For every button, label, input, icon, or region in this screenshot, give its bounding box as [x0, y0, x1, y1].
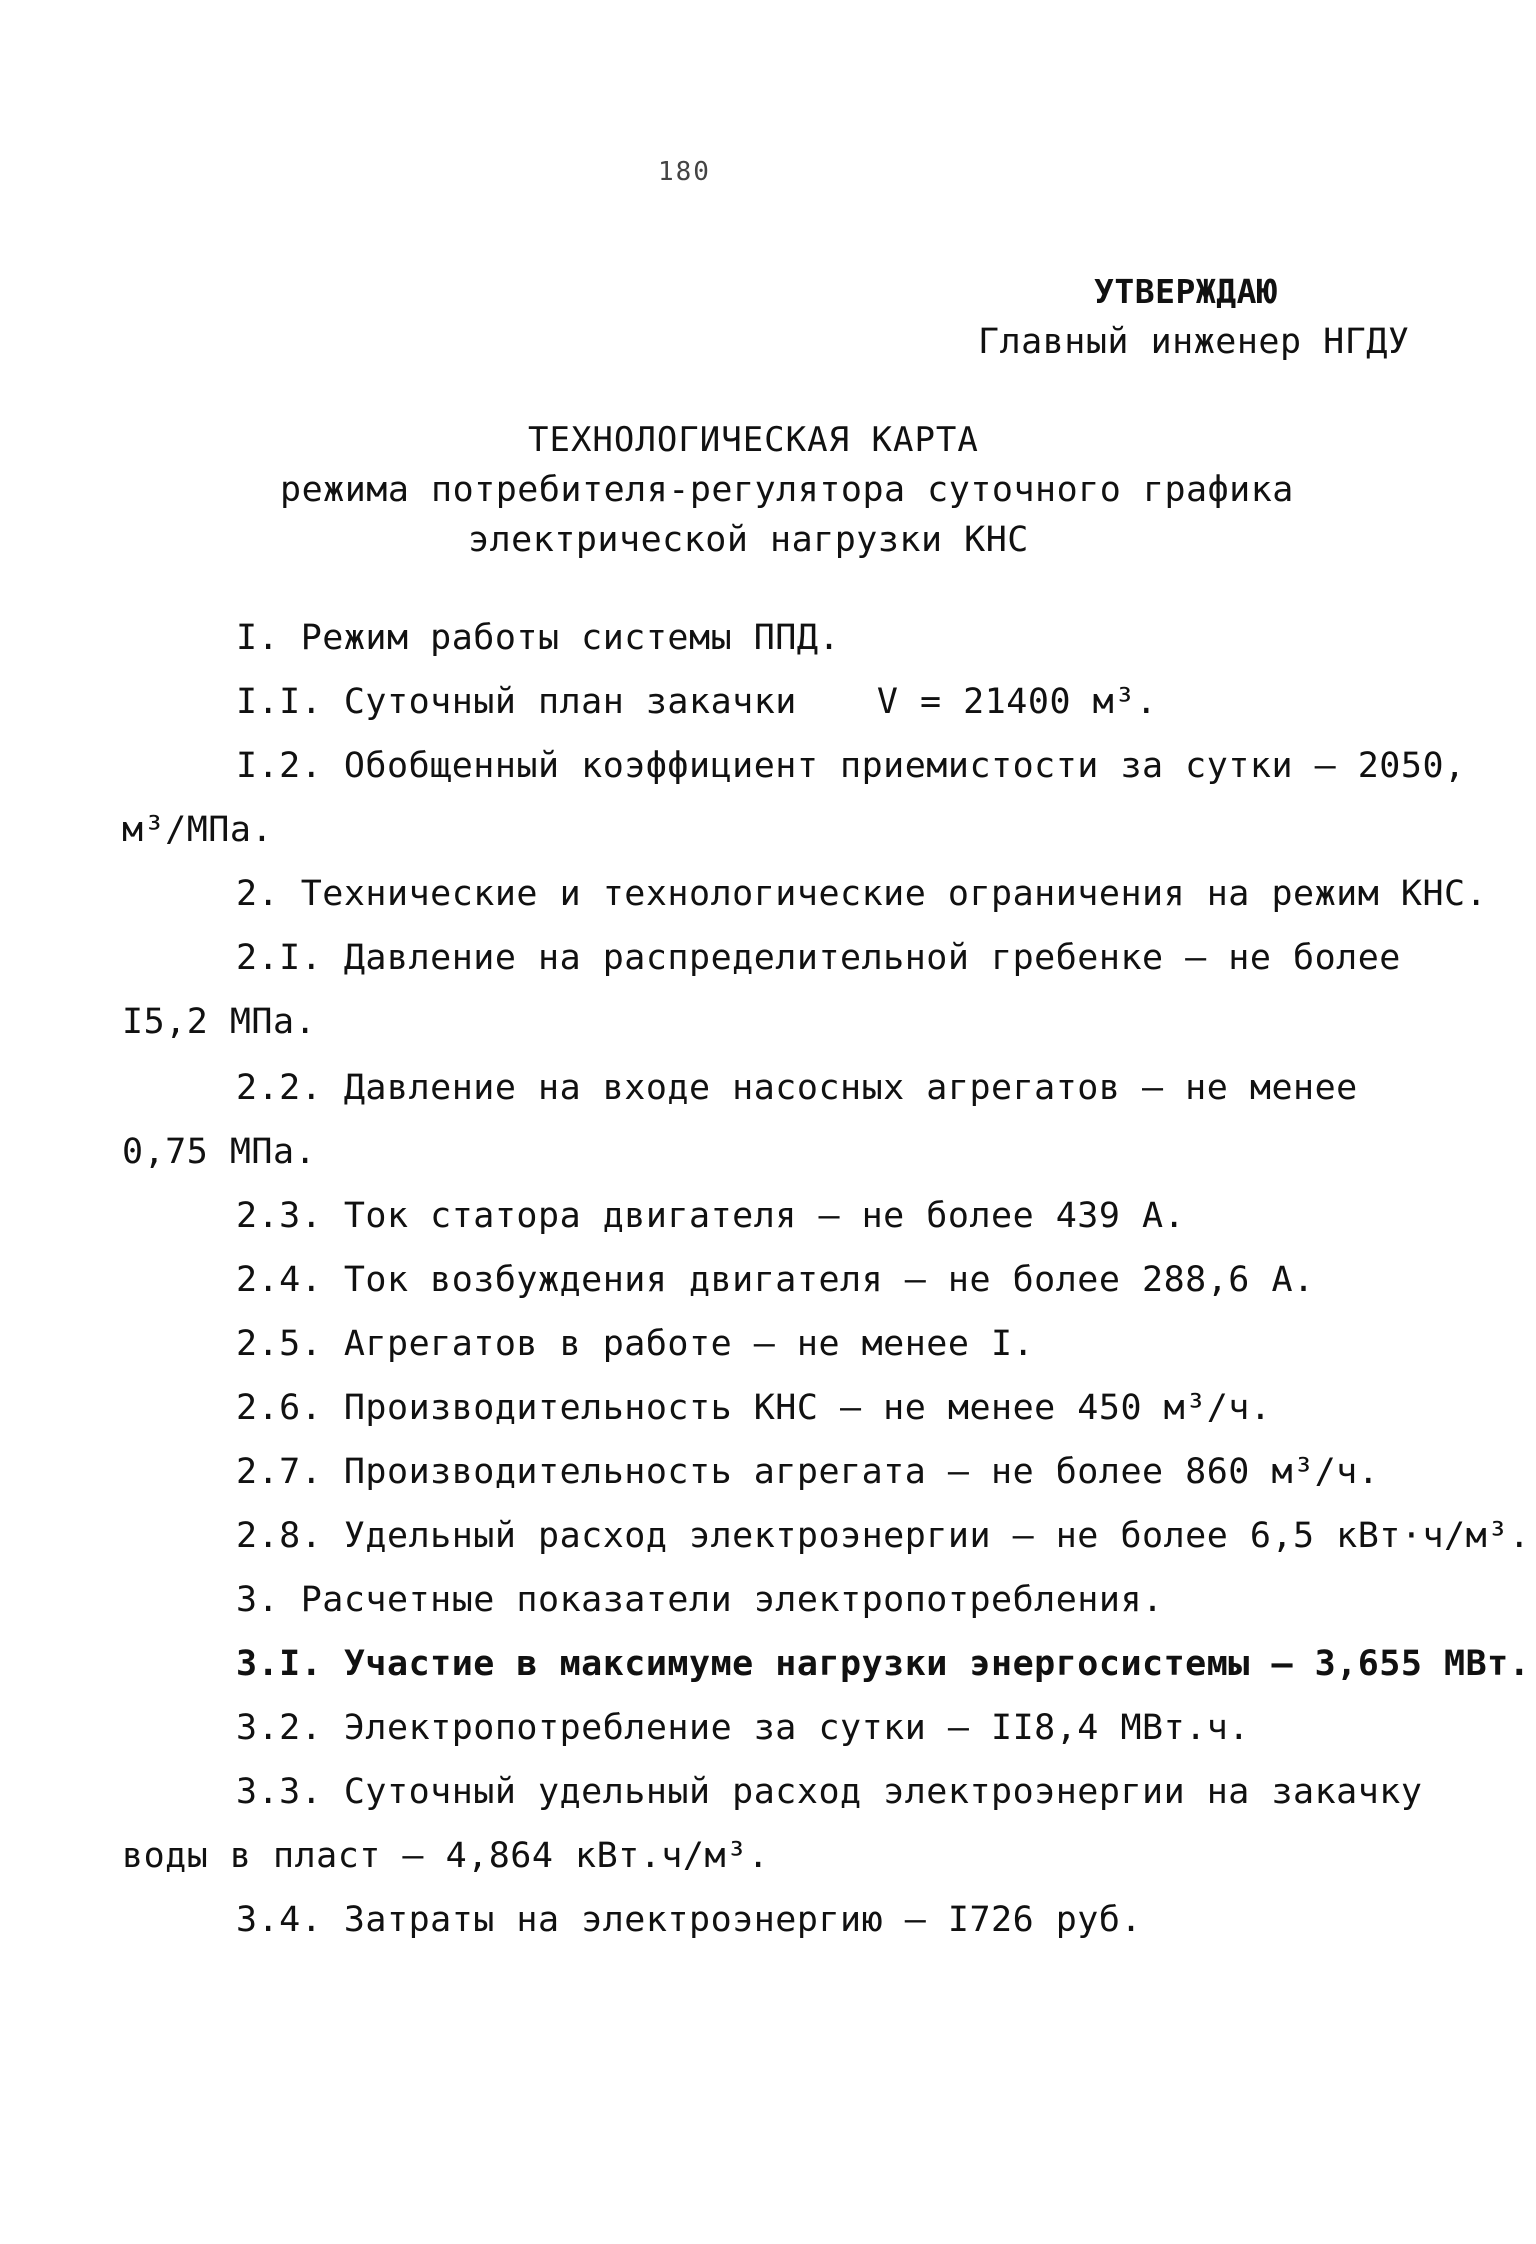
item-2-3: 2.3. Ток статора двигателя – не более 439 А. — [236, 1196, 1186, 1236]
section-1-heading: I. Режим работы системы ППД. — [236, 618, 841, 658]
item-2-5: 2.5. Агрегатов в работе – не менее I. — [236, 1324, 1035, 1364]
item-2-7: 2.7. Производительность агрегата – не более 860 м³/ч. — [236, 1452, 1380, 1492]
document-subtitle-line1: режима потребителя-регулятора суточного графика — [280, 470, 1294, 510]
item-2-2-continuation: 0,75 МПа. — [122, 1132, 317, 1172]
item-2-1: 2.I. Давление на распределительной гребенке – не более — [236, 938, 1401, 978]
document-title: ТЕХНОЛОГИЧЕСКАЯ КАРТА — [528, 420, 979, 460]
item-1-2: I.2. Обобщенный коэффициент приемистости за сутки – 2050, — [236, 746, 1466, 786]
item-1-2-continuation: м³/МПа. — [122, 810, 274, 850]
item-3-3: 3.3. Суточный удельный расход электроэнергии на закачку — [236, 1772, 1423, 1812]
item-3-3-continuation: воды в пласт – 4,864 кВт.ч/м³. — [122, 1836, 770, 1876]
item-2-4: 2.4. Ток возбуждения двигателя – не более 288,6 А. — [236, 1260, 1315, 1300]
item-3-4: 3.4. Затраты на электроэнергию – I726 руб. — [236, 1900, 1143, 1940]
approval-stamp: УТВЕРЖДАЮ — [1094, 272, 1278, 311]
item-1-1-formula: V = 21400 м³. — [876, 682, 1158, 722]
item-2-2: 2.2. Давление на входе насосных агрегатов – не менее — [236, 1068, 1358, 1108]
item-1-1 — [236, 680, 1157, 724]
page-number: 180 — [658, 157, 711, 187]
item-2-1-continuation: I5,2 МПа. — [122, 1002, 317, 1042]
item-3-2: 3.2. Электропотребление за сутки – II8,4 МВт.ч. — [236, 1708, 1250, 1748]
item-3-1: 3.I. Участие в максимуме нагрузки энергосистемы – 3,655 МВт. — [236, 1644, 1531, 1684]
item-1-1-text: I.I. Суточный план закачки — [236, 682, 797, 722]
item-2-6: 2.6. Производительность КНС – не менее 450 м³/ч. — [236, 1388, 1272, 1428]
item-2-8: 2.8. Удельный расход электроэнергии – не более 6,5 кВт·ч/м³. — [236, 1516, 1531, 1556]
approval-position: Главный инженер НГДУ — [978, 322, 1410, 362]
document-subtitle-line2: электрической нагрузки КНС — [468, 520, 1029, 560]
section-2-heading: 2. Технические и технологические ограничения на режим КНС. — [236, 874, 1488, 914]
section-3-heading: 3. Расчетные показатели электропотребления. — [236, 1580, 1164, 1620]
